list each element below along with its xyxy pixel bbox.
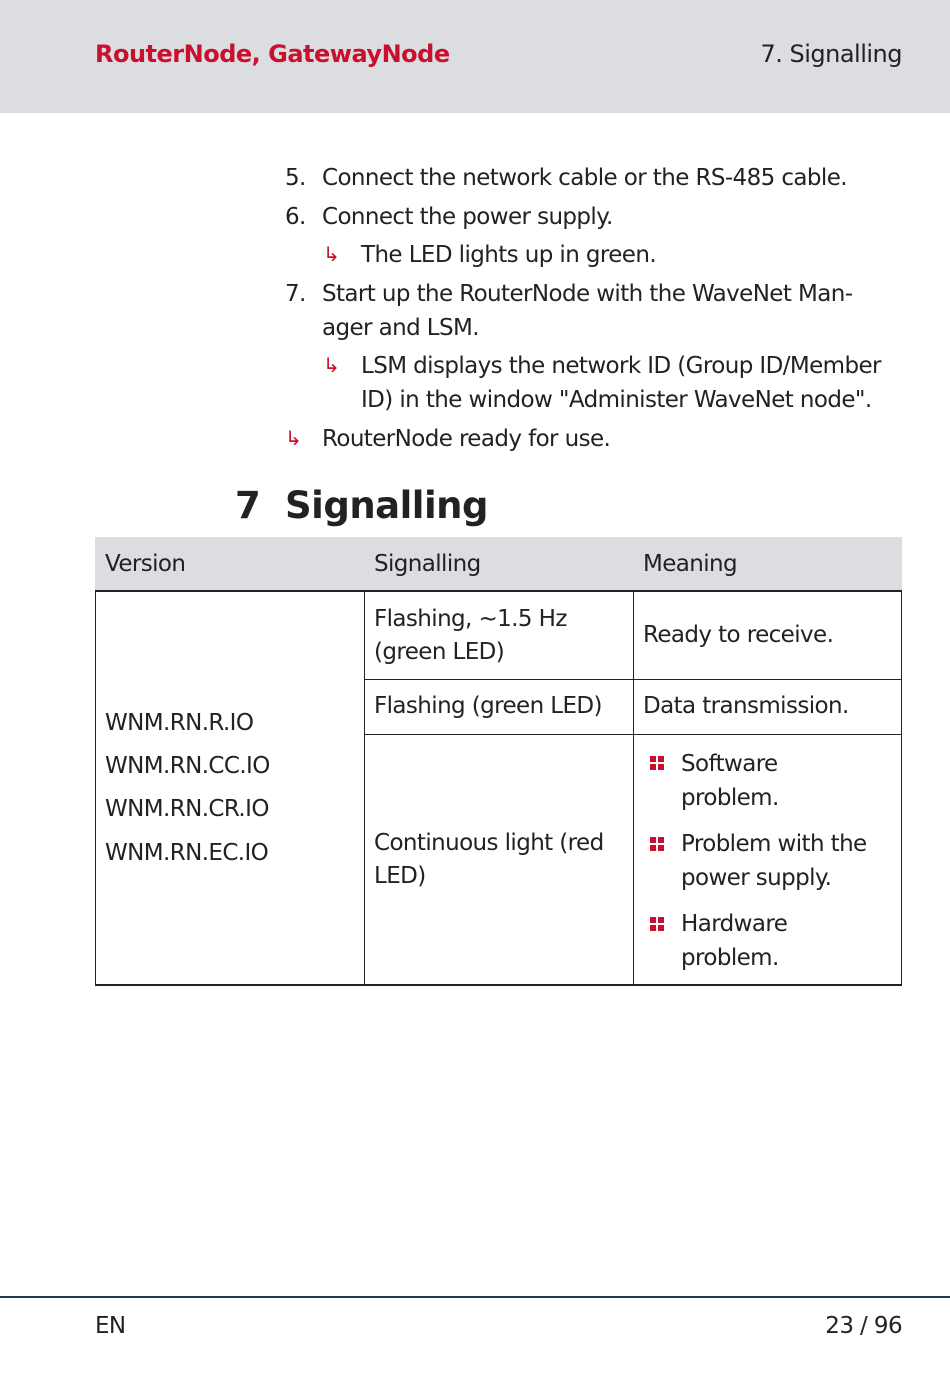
table-border bbox=[95, 590, 96, 985]
table-header-row bbox=[95, 537, 902, 590]
bullet-icon bbox=[650, 917, 665, 932]
meaning-item: power supply. bbox=[681, 865, 832, 891]
table-border bbox=[95, 590, 902, 592]
final-result-text: RouterNode ready for use. bbox=[322, 426, 611, 452]
step-number: 6. bbox=[285, 204, 306, 230]
page-number: 23 / 96 bbox=[825, 1313, 902, 1339]
meaning-cell: Data transmission. bbox=[643, 693, 849, 719]
table-border bbox=[364, 734, 902, 735]
version-cell: WNM.RN.EC.IO bbox=[105, 840, 269, 866]
version-cell: WNM.RN.R.IO bbox=[105, 710, 254, 736]
section-label: 7. Signalling bbox=[760, 40, 902, 68]
signalling-cell: Flashing (green LED) bbox=[374, 693, 602, 719]
result-arrow-icon: ↳ bbox=[323, 242, 340, 266]
step-text: Connect the power supply. bbox=[322, 204, 613, 230]
result-text: LSM displays the network ID (Group ID/Member bbox=[361, 353, 881, 379]
version-cell: WNM.RN.CR.IO bbox=[105, 796, 269, 822]
result-arrow-icon: ↳ bbox=[285, 426, 302, 450]
result-text: The LED lights up in green. bbox=[361, 242, 657, 268]
signalling-cell: LED) bbox=[374, 863, 426, 889]
signalling-cell: Flashing, ~1.5 Hz bbox=[374, 606, 567, 632]
table-border bbox=[364, 679, 902, 680]
column-header: Signalling bbox=[374, 551, 481, 577]
table-border bbox=[364, 590, 365, 985]
step-number: 7. bbox=[285, 281, 306, 307]
step-number: 5. bbox=[285, 165, 306, 191]
bullet-icon bbox=[650, 837, 665, 852]
signalling-cell: (green LED) bbox=[374, 639, 505, 665]
column-header: Meaning bbox=[643, 551, 738, 577]
meaning-item: problem. bbox=[681, 785, 779, 811]
meaning-cell: Ready to receive. bbox=[643, 622, 834, 648]
footer-divider bbox=[0, 1296, 950, 1298]
step-text: ager and LSM. bbox=[322, 315, 479, 341]
column-header: Version bbox=[105, 551, 186, 577]
step-text: Start up the RouterNode with the WaveNet Man- bbox=[322, 281, 853, 307]
step-text: Connect the network cable or the RS-485 cable. bbox=[322, 165, 847, 191]
version-cell: WNM.RN.CC.IO bbox=[105, 753, 270, 779]
signalling-cell: Continuous light (red bbox=[374, 830, 604, 856]
table-border bbox=[901, 590, 902, 985]
footer-language: EN bbox=[95, 1313, 126, 1339]
bullet-icon bbox=[650, 756, 665, 771]
meaning-item: Software bbox=[681, 751, 778, 777]
table-border bbox=[633, 590, 634, 985]
meaning-item: Hardware bbox=[681, 911, 788, 937]
section-number: 7 bbox=[235, 484, 261, 527]
meaning-item: Problem with the bbox=[681, 831, 867, 857]
meaning-item: problem. bbox=[681, 945, 779, 971]
result-arrow-icon: ↳ bbox=[323, 353, 340, 377]
table-border bbox=[95, 984, 902, 986]
page-header bbox=[0, 0, 950, 113]
result-text: ID) in the window "Administer WaveNet node". bbox=[361, 387, 872, 413]
section-title: Signalling bbox=[285, 484, 488, 527]
document-title: RouterNode, GatewayNode bbox=[95, 40, 450, 68]
